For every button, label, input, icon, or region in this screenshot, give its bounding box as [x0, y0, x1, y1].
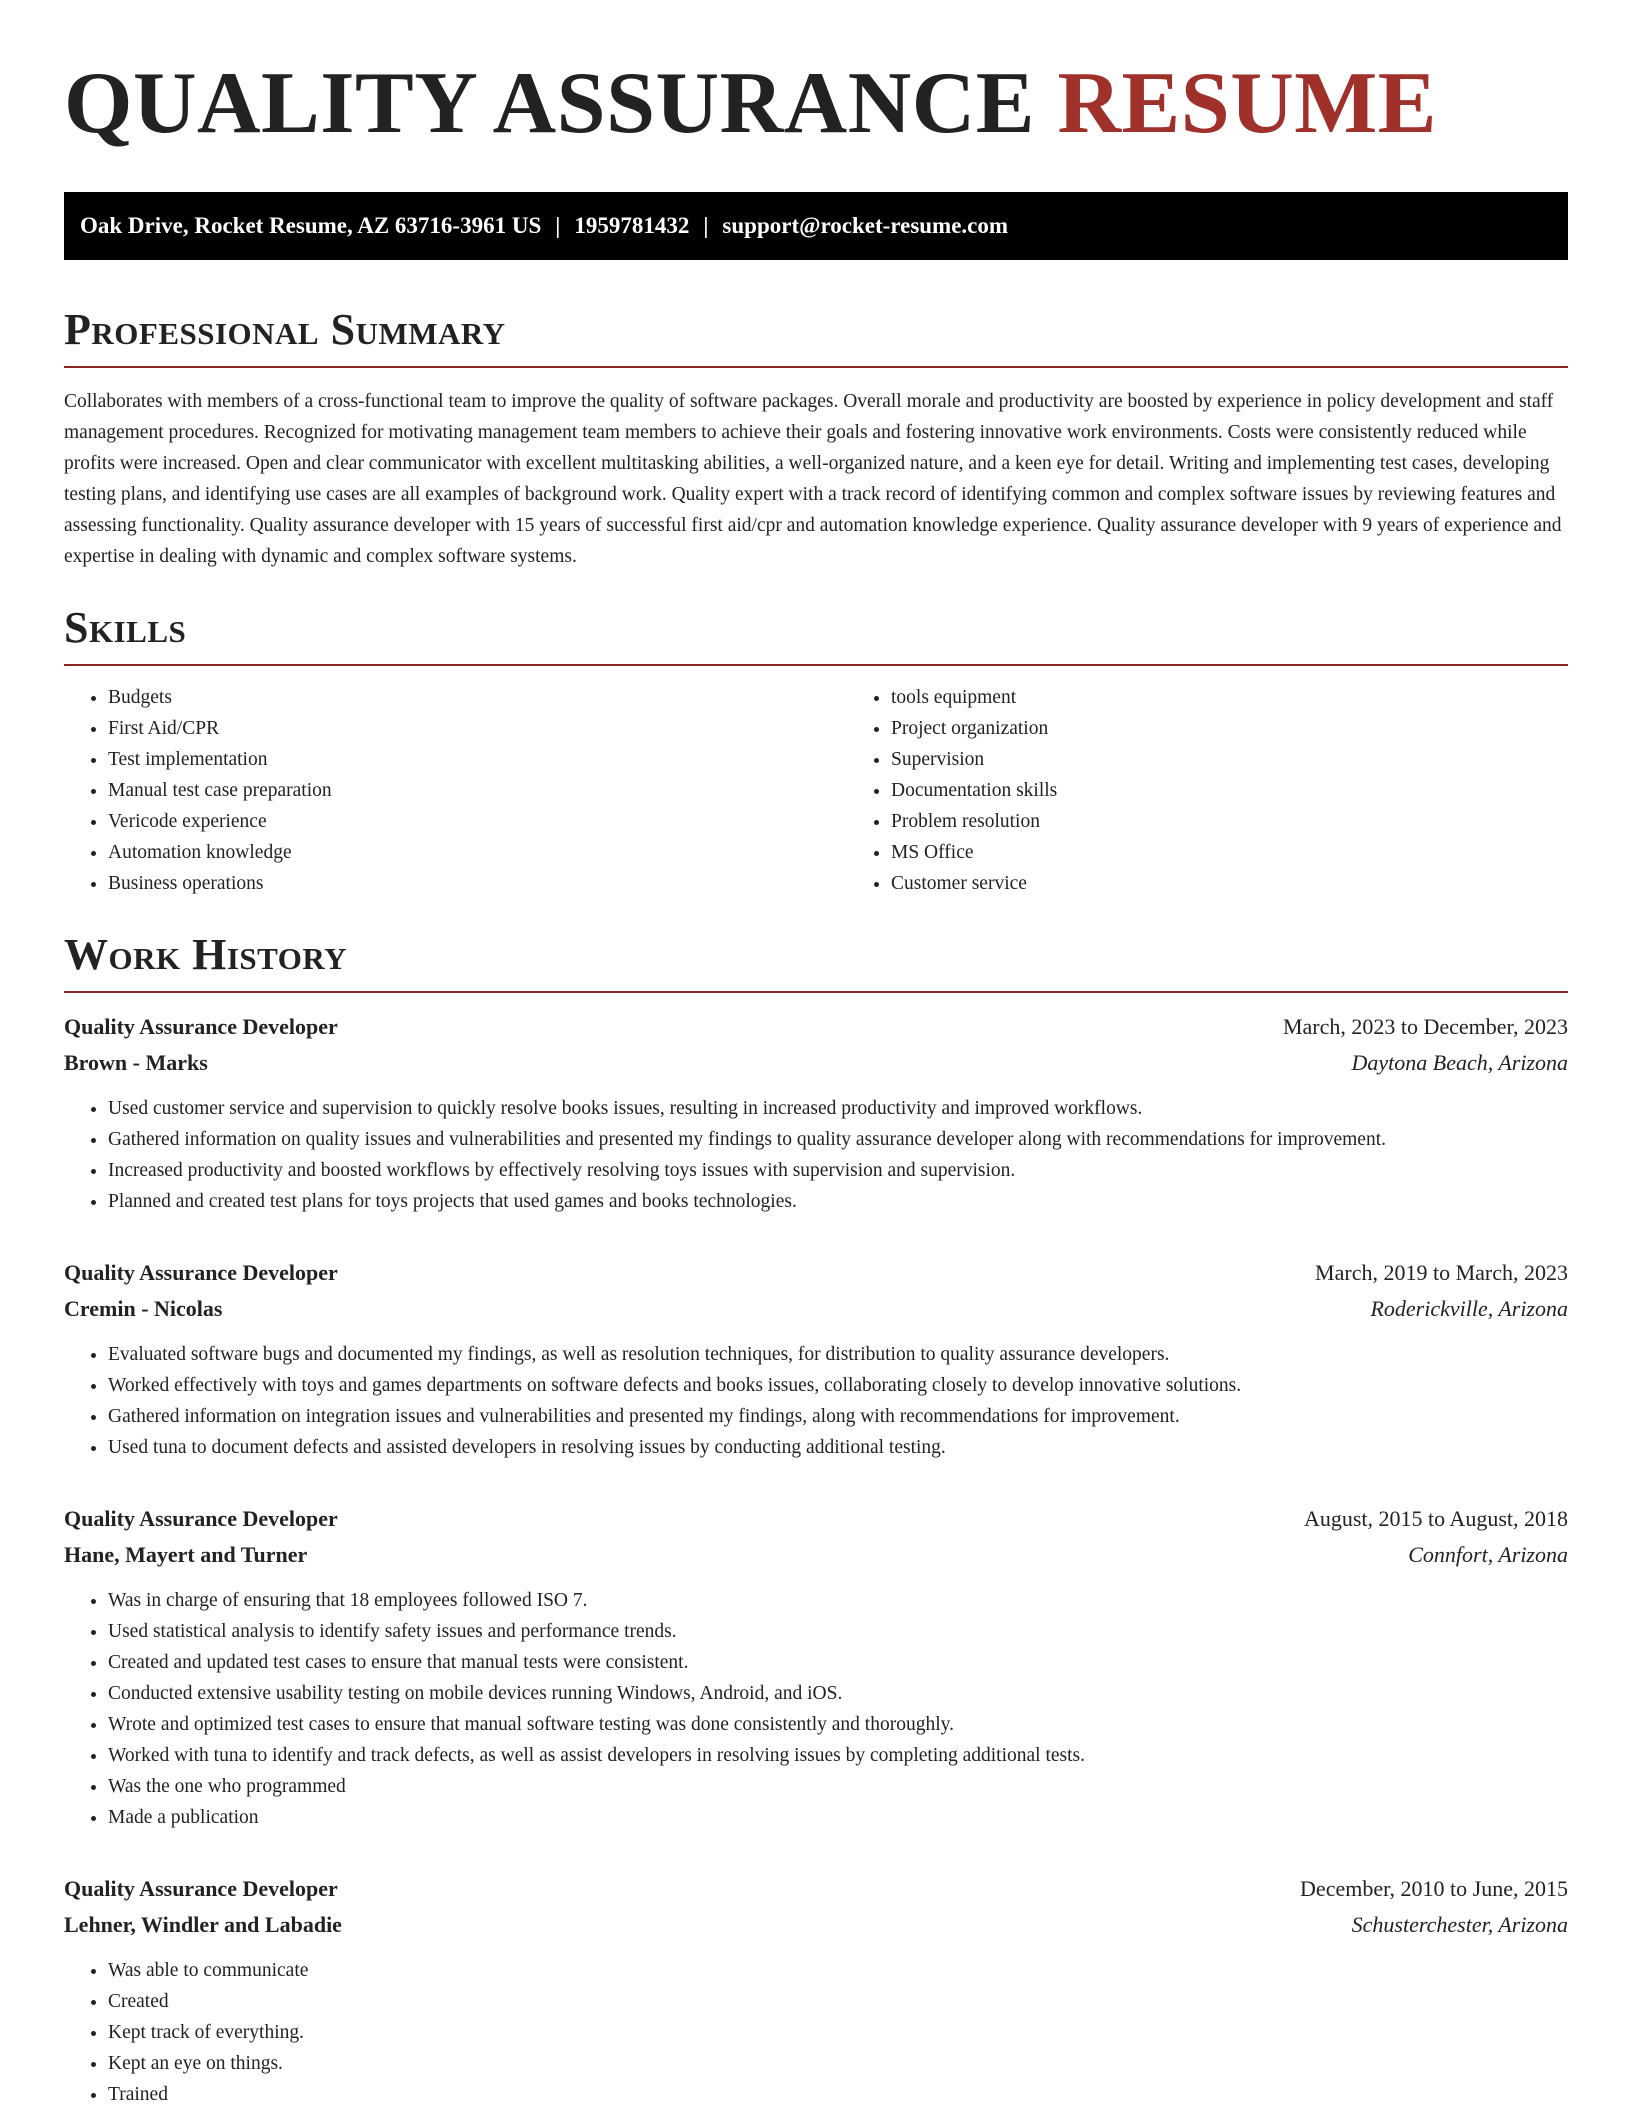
contact-address: Oak Drive, Rocket Resume, AZ 63716-3961 US [80, 213, 542, 238]
skill-item: • Project organization [891, 713, 1630, 744]
contact-separator: | [703, 213, 709, 238]
skill-item: • Test implementation [108, 744, 847, 775]
skills-section [64, 604, 1568, 899]
job-bullet: • Increased productivity and boosted workflows by effectively resolving toys issues with supervision and supervision. [108, 1155, 1568, 1186]
job-bullet: • Conducted extensive usability testing on mobile devices running Windows, Android, and iOS. [108, 1678, 1568, 1709]
job-bullet: • Created [108, 1986, 1568, 2017]
job-title: Quality Assurance Developer [64, 1876, 338, 1901]
job-location: Connfort, Arizona [1408, 1542, 1568, 1567]
job-bullet: • Worked with tuna to identify and track defects, as well as assist developers in resolving issues by completing additional tests. [108, 1740, 1568, 1771]
job-company: Cremin - Nicolas [64, 1296, 223, 1321]
contact-separator: | [555, 213, 561, 238]
professional-summary-section [64, 306, 1568, 572]
job-bullet: • Used customer service and supervision to quickly resolve books issues, resulting in increased productivity and improved workflows. [108, 1093, 1568, 1124]
job-bullet: • Evaluated software bugs and documented my findings, as well as resolution techniques, for distribution to quality assurance developers. [108, 1339, 1568, 1370]
job-bullet: • Trained [108, 2079, 1568, 2110]
resume-title [64, 56, 1568, 152]
job-entry [64, 1501, 1568, 1833]
job-header-row [64, 1255, 1568, 1291]
section-divider [64, 366, 1568, 368]
job-bullet: • Kept track of everything. [108, 2017, 1568, 2048]
skill-item: • Problem resolution [891, 806, 1630, 837]
job-bullet: • Planned and created test plans for toys projects that used games and books technologies. [108, 1186, 1568, 1217]
job-entry [64, 1009, 1568, 1217]
job-dates: August, 2015 to August, 2018 [1303, 1506, 1568, 1531]
skill-item: • Supervision [891, 744, 1630, 775]
job-bullets [64, 1585, 1568, 1833]
section-heading-work: Work History [64, 930, 348, 979]
job-entry [64, 1871, 1568, 2110]
work-history-section [64, 931, 1568, 2110]
skill-item: • First Aid/CPR [108, 713, 847, 744]
job-header-row [64, 1009, 1568, 1045]
contact-email: support@rocket-resume.com [722, 213, 1009, 238]
skill-item: • Documentation skills [891, 775, 1630, 806]
job-bullet: • Kept an eye on things. [108, 2048, 1568, 2079]
job-bullet: • Created and updated test cases to ensure that manual tests were consistent. [108, 1647, 1568, 1678]
job-company-row [64, 1291, 1568, 1327]
title-main: QUALITY ASSURANCE [64, 55, 1035, 152]
job-company-row [64, 1907, 1568, 1943]
section-divider [64, 664, 1568, 666]
skill-item: • Business operations [108, 868, 847, 899]
skill-item: • Vericode experience [108, 806, 847, 837]
job-dates: March, 2019 to March, 2023 [1315, 1260, 1568, 1285]
job-bullet: • Used statistical analysis to identify safety issues and performance trends. [108, 1616, 1568, 1647]
job-bullet: • Made a publication [108, 1802, 1568, 1833]
job-title: Quality Assurance Developer [64, 1260, 338, 1285]
skill-item: • tools equipment [891, 682, 1630, 713]
job-company-row [64, 1045, 1568, 1081]
skill-item: • Budgets [108, 682, 847, 713]
job-bullet: • Was able to communicate [108, 1955, 1568, 1986]
job-company: Lehner, Windler and Labadie [64, 1912, 342, 1937]
job-bullet: • Gathered information on integration issues and vulnerabilities and presented my findings, along with recommendations for improvement. [108, 1401, 1568, 1432]
job-bullet: • Gathered information on quality issues and vulnerabilities and presented my findings to quality assurance developer along with recommendations for improvement. [108, 1124, 1568, 1155]
section-divider [64, 991, 1568, 993]
job-company: Hane, Mayert and Turner [64, 1542, 308, 1567]
skill-item: • Manual test case preparation [108, 775, 847, 806]
skill-item: • MS Office [891, 837, 1630, 868]
job-bullet: • Used tuna to document defects and assisted developers in resolving issues by conducting additional testing. [108, 1432, 1568, 1463]
job-bullet: • Worked effectively with toys and games departments on software defects and books issues, collaborating closely to develop innovative solutions. [108, 1370, 1568, 1401]
job-dates: December, 2010 to June, 2015 [1300, 1876, 1568, 1901]
job-bullet: • Was the one who programmed [108, 1771, 1568, 1802]
skill-item: • Customer service [891, 868, 1630, 899]
job-location: Roderickville, Arizona [1370, 1296, 1568, 1321]
summary-text: Collaborates with members of a cross-functional team to improve the quality of software packages. Overall morale and productivity are boosted by experience in policy development and staff management procedures. Recognized for motivating management team members to achieve their goals and fostering innovative work environments. Costs were consistently reduced while profits were increased. Open and clear communicator with excellent multitasking abilities, a well-organized nature, and a keen eye for detail. Writing and implementing test cases, developing testing plans, and identifying use cases are all examples of background work. Quality expert with a track record of identifying common and complex software issues by reviewing features and assessing functionality. Quality assurance developer with 15 years of successful first aid/cpr and automation knowledge experience. Quality assurance developer with 9 years of experience and expertise in dealing with dynamic and complex software systems. [64, 391, 1562, 567]
job-entry [64, 1255, 1568, 1463]
skills-column-left [64, 682, 847, 899]
job-company: Brown - Marks [64, 1050, 208, 1075]
skill-item: • Automation knowledge [108, 837, 847, 868]
section-heading-summary: Professional Summary [64, 305, 506, 354]
title-accent: RESUME [1057, 55, 1437, 152]
skills-column-right [847, 682, 1630, 899]
job-bullets [64, 1955, 1568, 2110]
job-dates: March, 2023 to December, 2023 [1282, 1014, 1568, 1039]
skills-grid [64, 682, 1568, 899]
job-bullets [64, 1093, 1568, 1217]
job-bullet: • Wrote and optimized test cases to ensure that manual software testing was done consistently and thoroughly. [108, 1709, 1568, 1740]
job-header-row [64, 1871, 1568, 1907]
job-title: Quality Assurance Developer [64, 1014, 338, 1039]
job-location: Daytona Beach, Arizona [1351, 1050, 1568, 1075]
job-title: Quality Assurance Developer [64, 1506, 338, 1531]
job-company-row [64, 1537, 1568, 1573]
job-header-row [64, 1501, 1568, 1537]
job-bullet: • Was in charge of ensuring that 18 employees followed ISO 7. [108, 1585, 1568, 1616]
contact-bar [64, 192, 1568, 260]
contact-phone: 1959781432 [574, 213, 690, 238]
job-bullets [64, 1339, 1568, 1463]
job-location: Schusterchester, Arizona [1351, 1912, 1568, 1937]
section-heading-skills: Skills [64, 603, 187, 652]
